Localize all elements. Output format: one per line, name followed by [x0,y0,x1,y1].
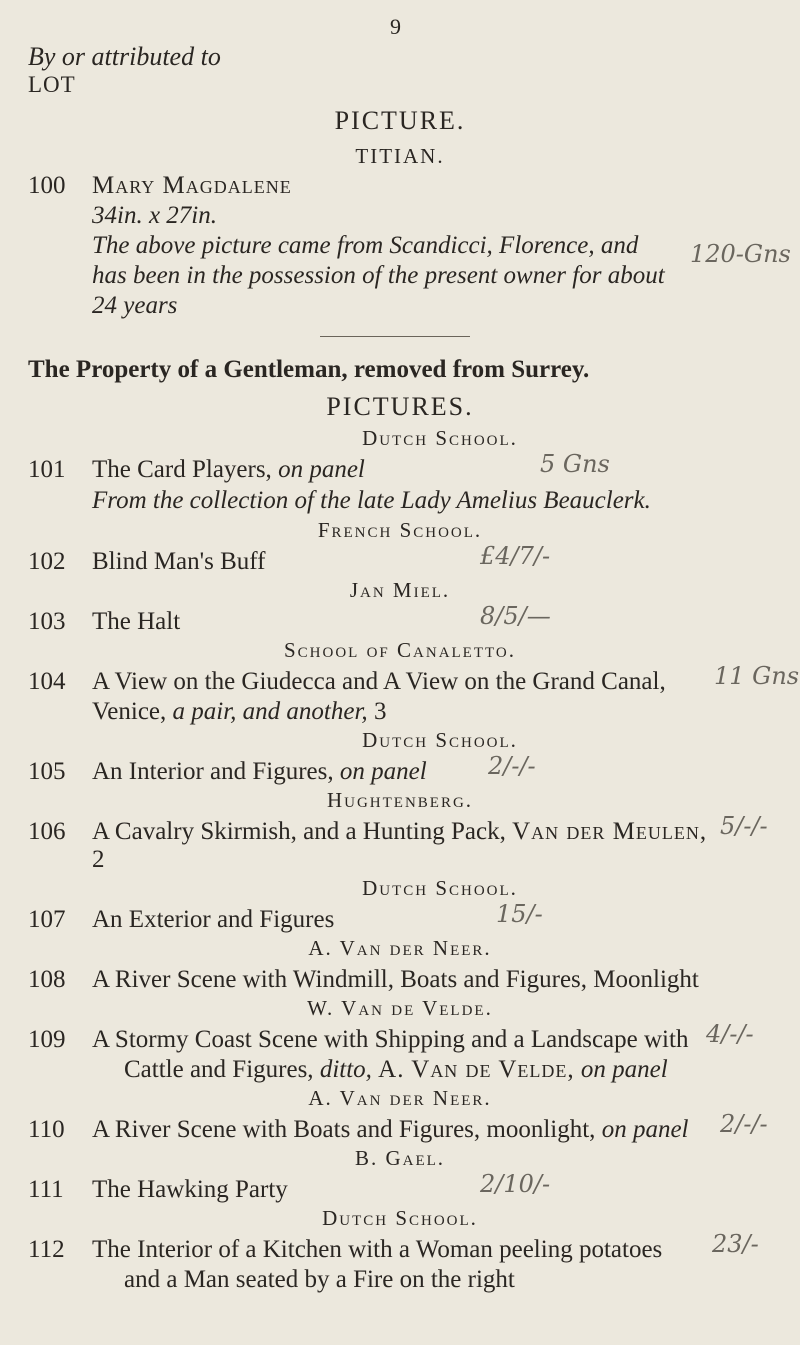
lot-100-description-line-3: 24 years [92,292,178,319]
lot-105-price-annotation: 2/-/- [488,752,536,780]
artist-heading-jan-miel: Jan Miel. [349,578,451,602]
lot-101-title: The Card Players, on panel [92,456,365,483]
lot-number-107: 107 [28,906,66,933]
lot-109-price-annotation: 4/-/- [706,1020,754,1048]
lot-111-title: The Hawking Party [92,1176,288,1203]
lot-112-title: The Interior of a Kitchen with a Woman peeling potatoes [92,1236,663,1263]
section-title-picture: PICTURE. [334,106,466,135]
lot-number-102: 102 [28,548,66,575]
lot-100-description-line-1: The above picture came from Scandicci, Florence, and [92,232,639,259]
lot-106-title: A Cavalry Skirmish, and a Hunting Pack, Van der Meulen, [92,818,708,845]
lot-105-title: An Interior and Figures, on panel [92,758,427,785]
school-heading-canaletto: School of Canaletto. [284,638,516,662]
lot-100-title: Mary Magdalene [92,172,292,199]
artist-heading-hughtenberg: Hughtenberg. [326,788,474,812]
lot-108-title: A River Scene with Windmill, Boats and Figures, Moonlight [92,966,699,993]
lot-109-title-line-2: Cattle and Figures, ditto, A. Van de Velde, on panel [124,1056,668,1083]
lot-102-price-annotation: £4/7/- [480,542,551,570]
lot-106-price-annotation: 5/-/- [720,812,768,840]
lot-112-title-line-2: and a Man seated by a Fire on the right [124,1266,515,1293]
lot-number-110: 110 [28,1116,65,1143]
lot-number-100: 100 [28,172,66,199]
lot-number-105: 105 [28,758,66,785]
lot-number-106: 106 [28,818,66,845]
school-heading-dutch-2: Dutch School. [362,728,518,752]
lot-109-title: A Stormy Coast Scene with Shipping and a Landscape with [92,1026,689,1053]
lot-number-111: 111 [28,1176,64,1203]
lot-103-title: The Halt [92,608,181,635]
lot-111-price-annotation: 2/10/- [480,1170,551,1198]
artist-heading-van-der-neer: A. Van der Neer. [308,936,492,960]
lot-101-provenance: From the collection of the late Lady Amelius Beauclerk. [92,487,651,514]
lot-107-title: An Exterior and Figures [92,906,335,933]
lot-number-103: 103 [28,608,66,635]
lot-100-size: 34in. x 27in. [92,202,217,229]
page-number: 9 [390,14,401,39]
lot-100-price-annotation: 120-Gns [690,240,791,268]
lot-column-header: LOT [28,72,76,97]
artist-titian: TITIAN. [355,144,445,168]
section-title-pictures: PICTURES. [326,392,474,421]
lot-104-title: A View on the Giudecca and A View on the Grand Canal, [92,668,666,695]
lot-number-101: 101 [28,456,66,483]
school-heading-dutch-4: Dutch School. [322,1206,478,1230]
artist-heading-van-der-neer-2: A. Van der Neer. [308,1086,492,1110]
attribution-header: By or attributed to [28,42,221,71]
property-heading: The Property of a Gentleman, removed from Surrey. [28,356,590,383]
section-divider [320,336,470,337]
lot-number-108: 108 [28,966,66,993]
lot-106-quantity: 2 [92,846,105,873]
school-heading-dutch-3: Dutch School. [362,876,518,900]
lot-number-104: 104 [28,668,66,695]
lot-110-title: A River Scene with Boats and Figures, moonlight, on panel [92,1116,689,1143]
lot-104-title-line-2: Venice, a pair, and another, 3 [92,698,387,725]
lot-number-112: 112 [28,1236,65,1263]
lot-104-price-annotation: 11 Gns [714,662,800,690]
lot-number-109: 109 [28,1026,66,1053]
lot-110-price-annotation: 2/-/- [720,1110,768,1138]
school-heading-dutch: Dutch School. [362,426,518,450]
lot-101-price-annotation: 5 Gns [540,450,610,478]
school-heading-french: French School. [317,518,483,542]
lot-103-price-annotation: 8/5/— [480,602,551,630]
lot-100-description-line-2: has been in the possession of the present owner for about [92,262,665,289]
lot-112-price-annotation: 23/- [712,1230,759,1258]
artist-heading-van-de-velde: W. Van de Velde. [307,996,493,1020]
artist-heading-gael: B. Gael. [354,1146,446,1170]
lot-102-title: Blind Man's Buff [92,548,266,575]
lot-107-price-annotation: 15/- [496,900,543,928]
